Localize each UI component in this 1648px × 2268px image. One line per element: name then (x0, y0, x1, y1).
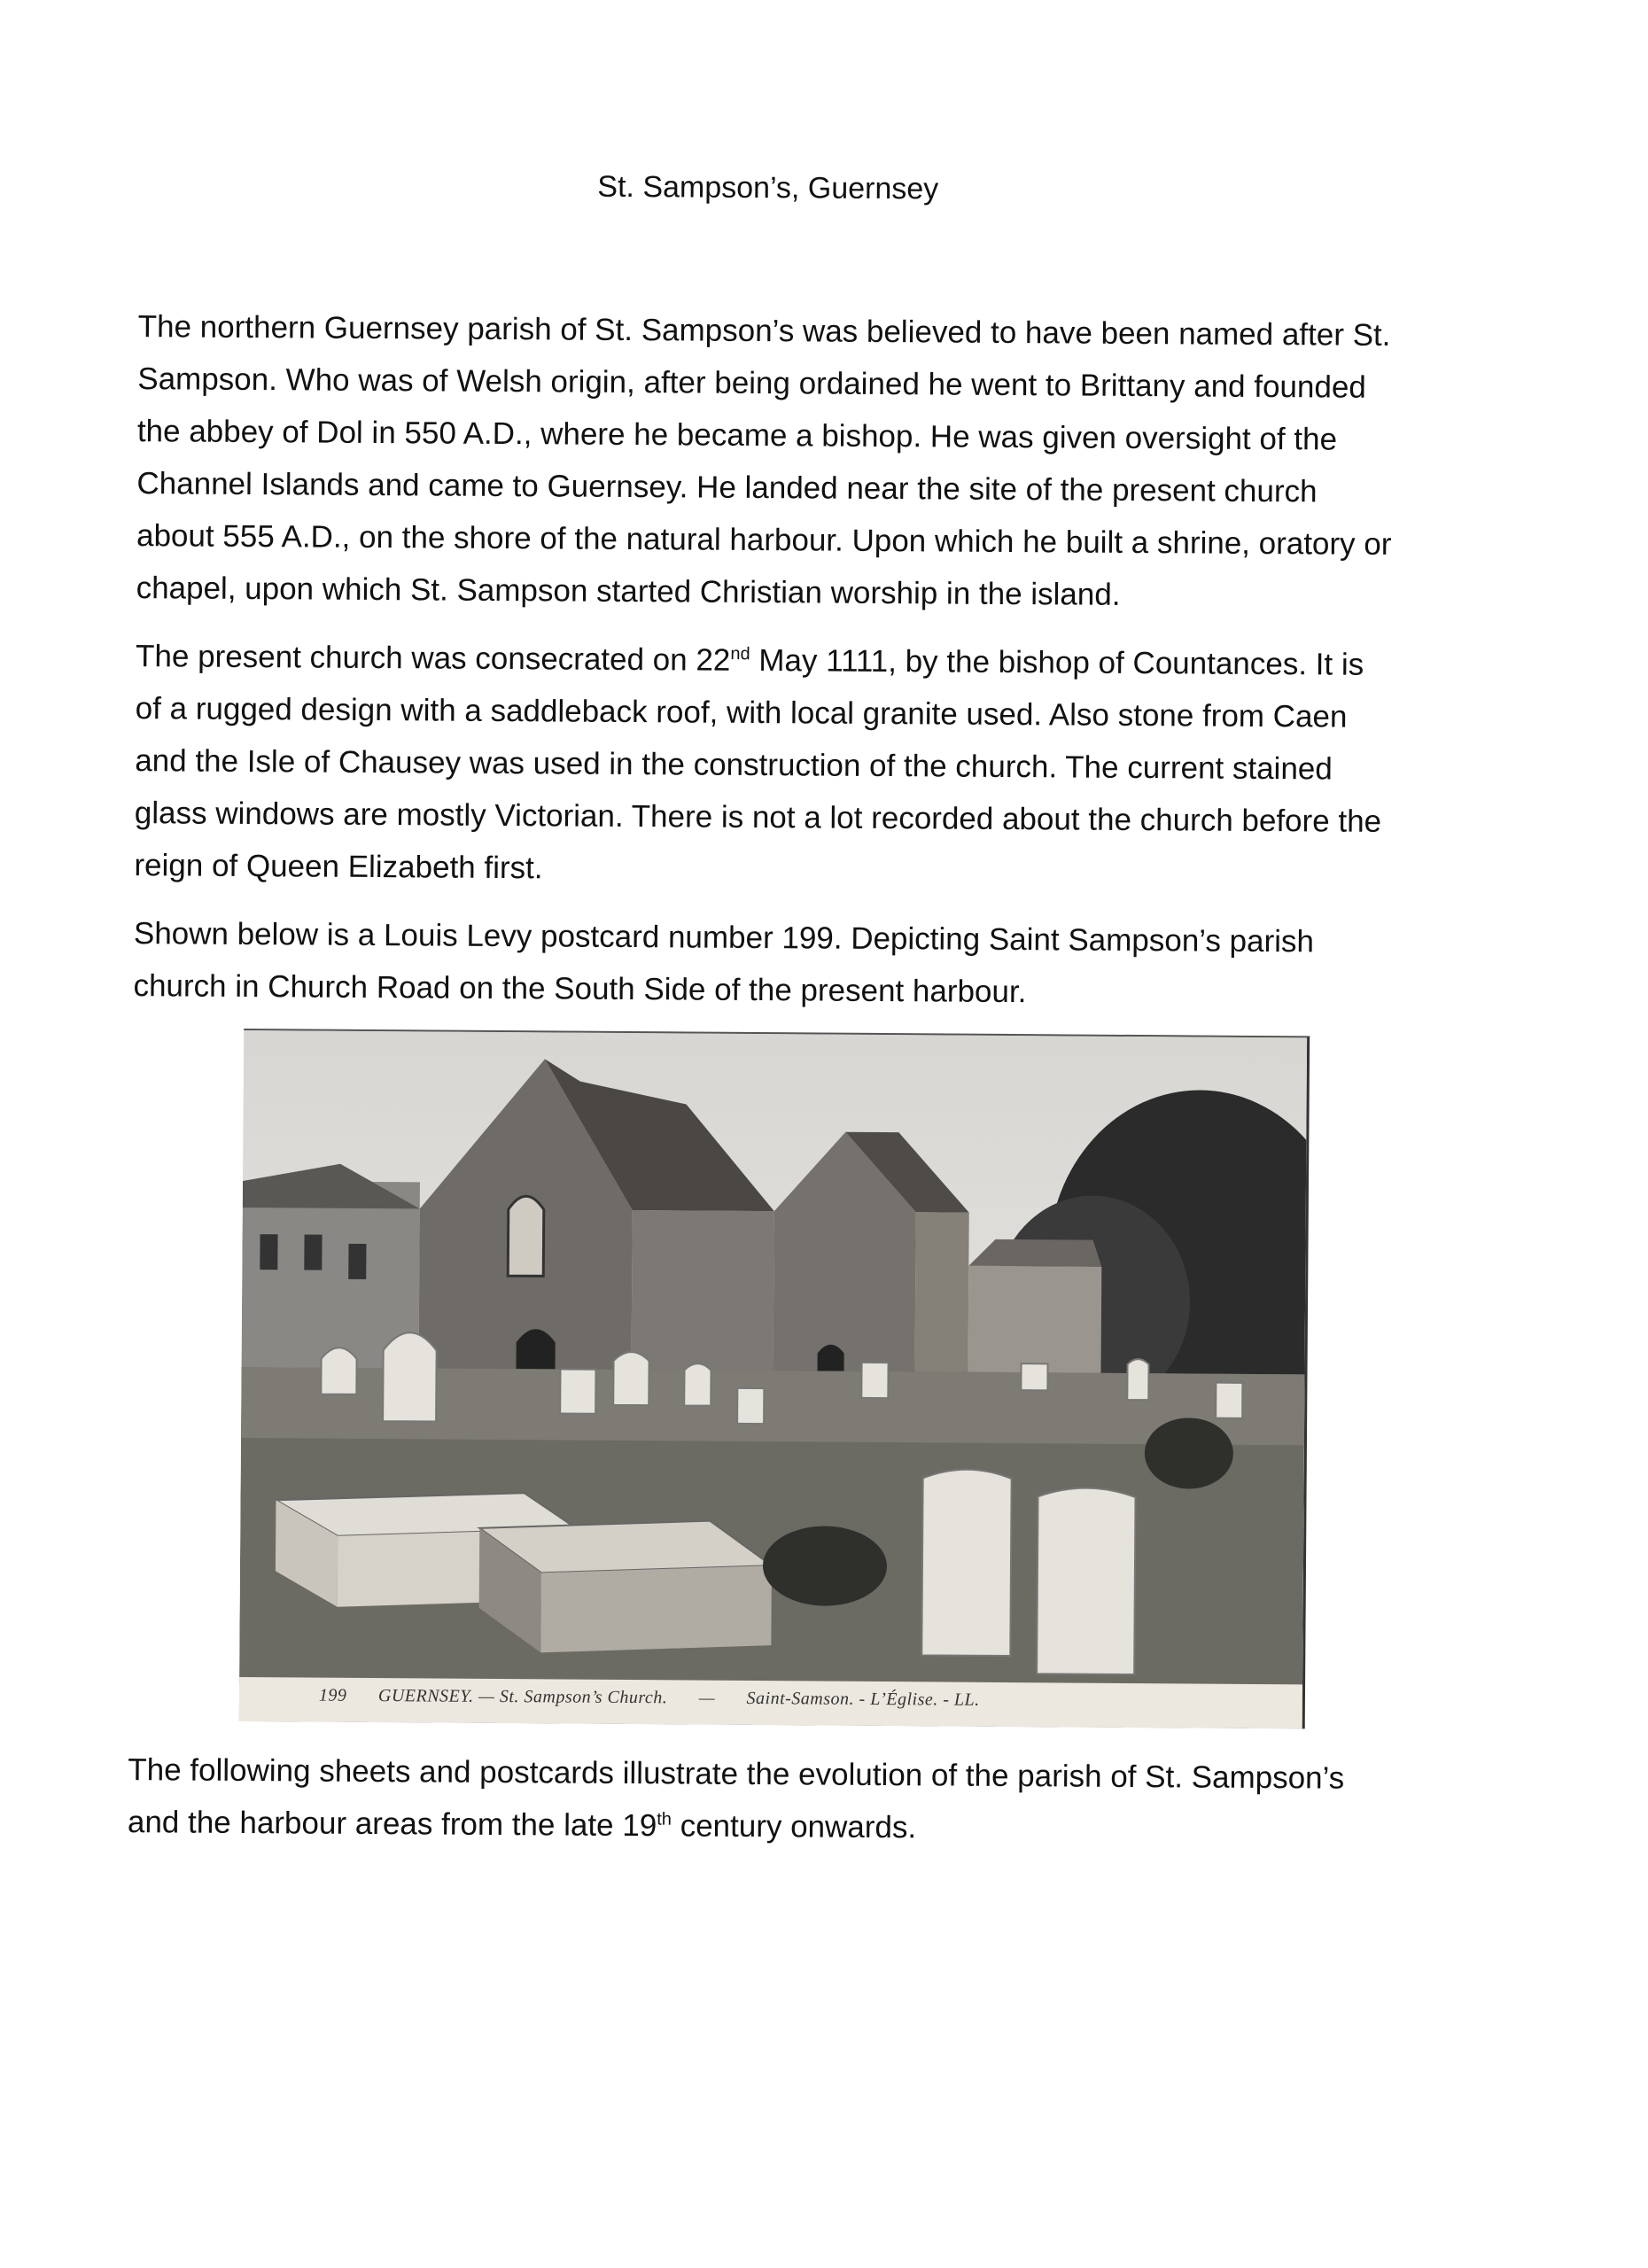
paragraph-closing (128, 1744, 1387, 1857)
caption-dash: — (698, 1688, 716, 1708)
text: May 1111, by the bishop of Countances. It is of a rugged design with a saddleback roof, with local granite used. Also stone from Caen and the Isle of Chausey was used in the construction of the church. The current stained glass windows are mostly Victorian. There is not a lot recorded about the church before the reign of Queen Elizabeth first. (134, 642, 1382, 886)
paragraph-history: The northern Guernsey parish of St. Sampson’s was believed to have been named after St. Sampson. Who was of Welsh origin, after being ordained he went to Brittany and founded the abbey of Dol in 550 A.D., where he became a bishop. He was given oversight of the Channel Islands and came to Guernsey. He landed near the site of the present church about 555 A.D., on the shore of the natural harbour. Upon which he built a shrine, oratory or chapel, upon which St. Sampson started Christian worship in the island. (136, 309, 1392, 612)
postcard-number: 199 (318, 1685, 347, 1705)
paragraph-church (134, 630, 1394, 900)
postcard-photo (239, 1029, 1310, 1728)
church-image (239, 1030, 1307, 1728)
caption-french: Saint-Samson. - L’Église. - LL. (746, 1688, 980, 1710)
superscript: th (657, 1809, 672, 1829)
text: century onwards. (671, 1808, 917, 1845)
superscript: nd (730, 644, 750, 664)
text: The present church was consecrated on 22 (135, 639, 731, 678)
caption-english: GUERNSEY. — St. Sampson’s Church. (377, 1686, 668, 1708)
text: The following sheets and postcards illustrate the evolution of the parish of St. Sampson’s and the harbour areas from the late 19 (127, 1752, 1345, 1844)
document-page (128, 164, 1397, 1873)
paragraph-postcard-intro: Shown below is a Louis Levy postcard number 199. Depicting Saint Sampson’s parish church in Church Road on the South Side of the present harbour. (133, 916, 1315, 1010)
page-title: St. Sampson’s, Guernsey (597, 169, 939, 206)
